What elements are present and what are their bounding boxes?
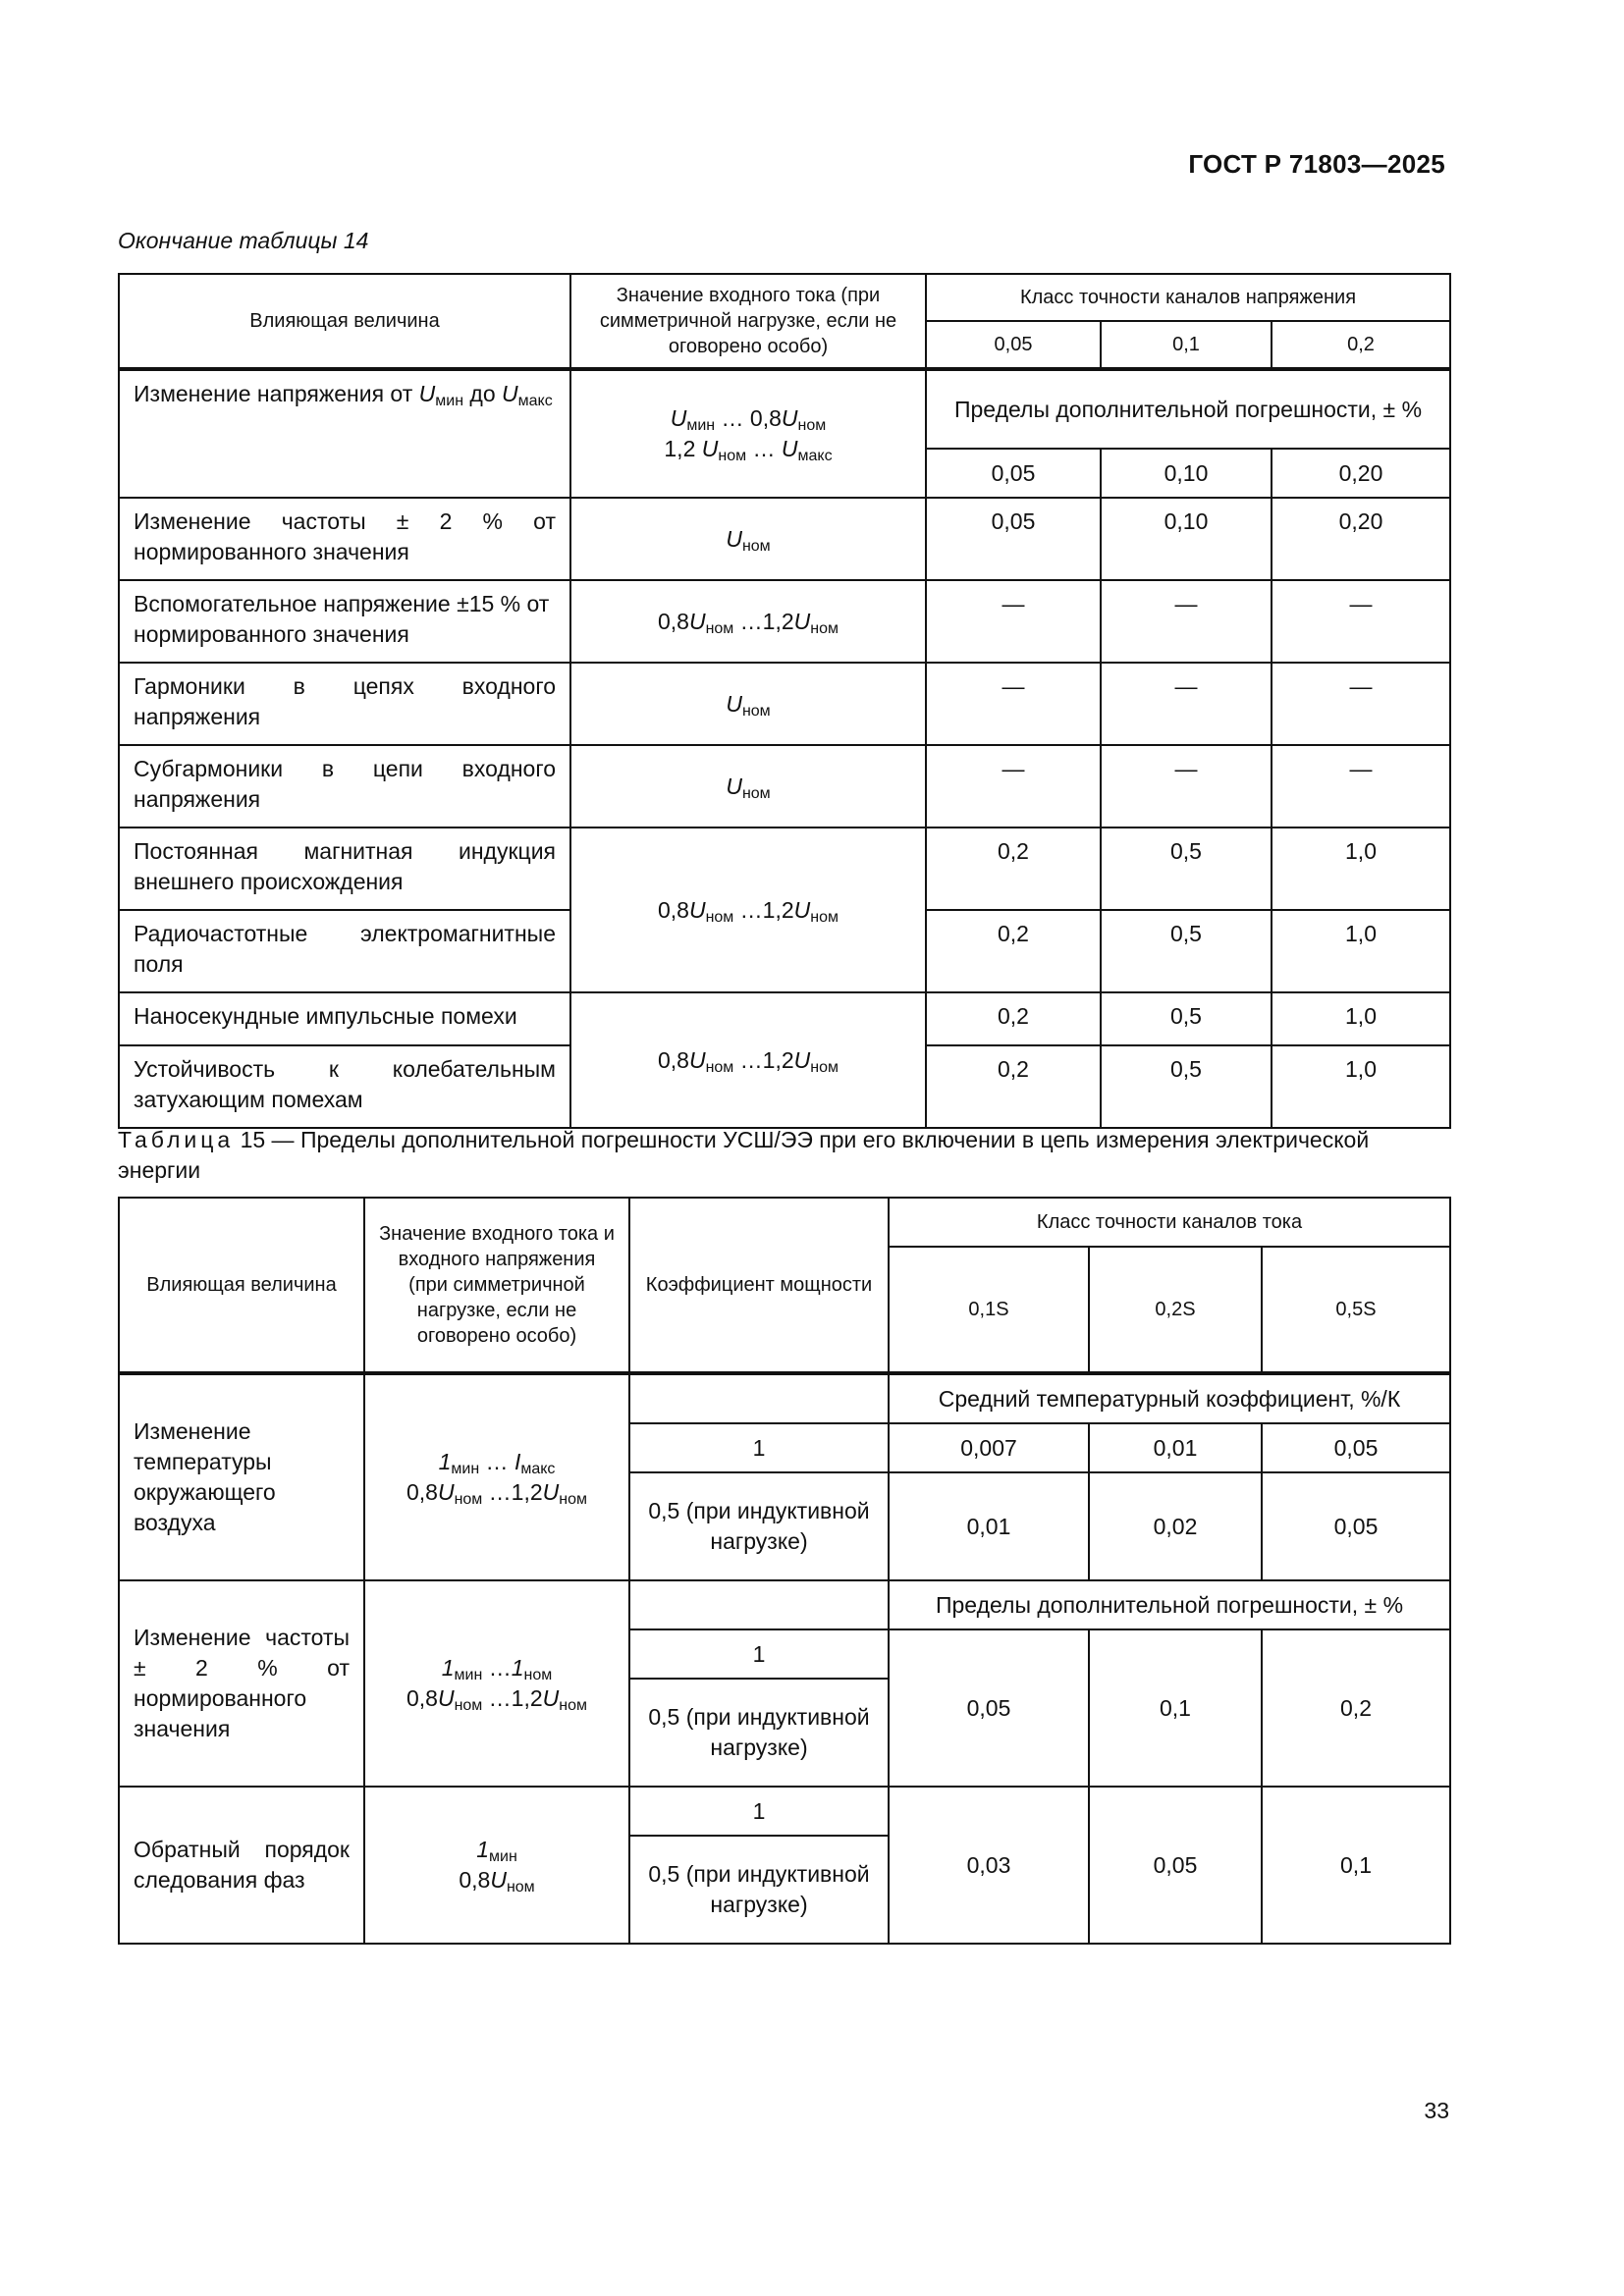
row-condition: $U_{мин}$ … $0,8U_{ном}$ 1,2 $U_{ном}$ … $U_{макс}$	[570, 369, 926, 498]
cell-value: 0,1	[1089, 1629, 1262, 1787]
cell-value: 0,10	[1101, 498, 1272, 580]
header-influence: Влияющая величина	[119, 274, 570, 369]
cell-value: 0,1	[1262, 1787, 1450, 1944]
header-class-0-1s: 0,1S	[889, 1247, 1089, 1373]
table15-caption-text: 15 — Пределы дополнительной погрешности УСШ/ЭЭ при его включении в цепь измерения электрической энергии	[118, 1127, 1370, 1183]
header-class-0-05: 0,05	[926, 321, 1101, 369]
row-condition: $U_{ном}$	[570, 745, 926, 828]
header-class-0-5s: 0,5S	[1262, 1247, 1450, 1373]
power-factor: 0,5 (при индуктивной нагрузке)	[629, 1472, 889, 1580]
row-label	[119, 369, 570, 498]
table-row	[119, 992, 1450, 1045]
header-power-factor: Коэффициент мощности	[629, 1198, 889, 1373]
table14-caption: Окончание таблицы 14	[118, 228, 369, 253]
row-condition: $0,8U_{ном}$ $\dots 1,2U_{ном}$	[570, 580, 926, 663]
cell-value: 0,5	[1101, 828, 1272, 910]
cell-value: 0,05	[1262, 1423, 1450, 1472]
limits-label: Пределы дополнительной погрешности, ± %	[889, 1580, 1450, 1629]
power-factor: 0,5 (при индуктивной нагрузке)	[629, 1679, 889, 1787]
cell-value: 1,0	[1272, 910, 1450, 992]
cell-value: —	[926, 663, 1101, 745]
cell-value: 0,2	[926, 1045, 1101, 1128]
power-factor-empty	[629, 1580, 889, 1629]
header-input-values: Значение входного тока и входного напряжения (при симметричной нагрузке, если не оговорено особо)	[364, 1198, 629, 1373]
cell-value: 0,007	[889, 1423, 1089, 1472]
limits-label: Пределы дополнительной погрешности, ± %	[926, 369, 1450, 449]
cell-value: 1,0	[1272, 992, 1450, 1045]
cell-value: 0,2	[1262, 1629, 1450, 1787]
cell-value: 1,0	[1272, 1045, 1450, 1128]
cell-value: 0,01	[889, 1472, 1089, 1580]
cell-value: 0,2	[926, 910, 1101, 992]
cell-value: 0,20	[1272, 498, 1450, 580]
table-row	[119, 745, 1450, 828]
row-label: Радиочастотные электромагнитные поля	[119, 910, 570, 992]
cell-value: 0,05	[926, 498, 1101, 580]
row-condition: $0,8U_{ном}$ $\dots 1,2U_{ном}$	[570, 992, 926, 1128]
table-row	[119, 498, 1450, 580]
row-label: Обратный порядок следования фаз	[119, 1787, 364, 1944]
cell-value: 0,20	[1272, 449, 1450, 498]
cell-value: 0,10	[1101, 449, 1272, 498]
table14-header-row	[119, 274, 1450, 321]
cell-value: —	[1101, 580, 1272, 663]
power-factor: 1	[629, 1629, 889, 1679]
table-row	[119, 369, 1450, 449]
table-row	[119, 828, 1450, 910]
cell-value: —	[1272, 745, 1450, 828]
table-14	[118, 273, 1451, 1129]
power-factor-empty	[629, 1373, 889, 1423]
row-label: Изменение температуры окружающего воздуха	[119, 1373, 364, 1580]
row-label: Субгармоники в цепи входного напряжения	[119, 745, 570, 828]
row-label: Гармоники в цепях входного напряжения	[119, 663, 570, 745]
cell-value: 0,01	[1089, 1423, 1262, 1472]
table15-caption-word: Таблица	[118, 1127, 235, 1152]
header-input-current: Значение входного тока (при симметричной нагрузке, если не оговорено особо)	[570, 274, 926, 369]
header-class-0-1: 0,1	[1101, 321, 1272, 369]
cell-value: —	[1101, 663, 1272, 745]
table-row	[119, 1787, 1450, 1836]
cell-value: 0,05	[1262, 1472, 1450, 1580]
row-condition: $U_{ном}$	[570, 663, 926, 745]
header-accuracy-class-group: Класс точности каналов тока	[889, 1198, 1450, 1247]
header-class-0-2s: 0,2S	[1089, 1247, 1262, 1373]
table-row	[119, 663, 1450, 745]
cell-value: 0,03	[889, 1787, 1089, 1944]
row-label-text: Изменение напряжения от $U_{мин}$ до $U_{макс}$	[134, 381, 553, 409]
row-condition: $U_{ном}$	[570, 498, 926, 580]
row-condition: $1_{мин}$ $\dots 1_{ном}$ $0,8U_{ном}$ $\dots 1,2U_{ном}$	[364, 1580, 629, 1787]
cell-value: —	[1272, 663, 1450, 745]
cell-value: 0,5	[1101, 1045, 1272, 1128]
cell-value: 0,02	[1089, 1472, 1262, 1580]
cell-value: 0,2	[926, 992, 1101, 1045]
row-condition: $0,8U_{ном}$ $\dots 1,2U_{ном}$	[570, 828, 926, 992]
cell-value: —	[1272, 580, 1450, 663]
header-influence: Влияющая величина	[119, 1198, 364, 1373]
header-accuracy-class-group: Класс точности каналов напряжения	[926, 274, 1450, 321]
row-label: Устойчивость к колебательным затухающим помехам	[119, 1045, 570, 1128]
temp-coef-label: Средний температурный коэффициент, %/К	[889, 1373, 1450, 1423]
table15-header-row	[119, 1198, 1450, 1247]
table-row	[119, 1580, 1450, 1629]
row-label: Изменение частоты ± 2 % от нормированного значения	[119, 1580, 364, 1787]
table15-caption	[118, 1125, 1449, 1186]
cell-value: 0,05	[926, 449, 1101, 498]
power-factor: 1	[629, 1423, 889, 1472]
power-factor: 1	[629, 1787, 889, 1836]
table-row	[119, 1373, 1450, 1423]
cell-value: 0,05	[1089, 1787, 1262, 1944]
cell-value: 0,5	[1101, 910, 1272, 992]
row-label: Наносекундные импульсные помехи	[119, 992, 570, 1045]
row-label: Изменение частоты ± 2 % от нормированного значения	[119, 498, 570, 580]
table-15	[118, 1197, 1451, 1945]
row-label: Вспомогательное напряжение ±15 % от нормированного значения	[119, 580, 570, 663]
cell-value: 1,0	[1272, 828, 1450, 910]
cell-value: —	[926, 745, 1101, 828]
cell-value: 0,05	[889, 1629, 1089, 1787]
cell-value: 0,5	[1101, 992, 1272, 1045]
page-number: 33	[1424, 2098, 1449, 2123]
cell-value: —	[1101, 745, 1272, 828]
row-condition: $1_{мин}$ $0,8U_{ном}$	[364, 1787, 629, 1944]
row-condition: $1_{мин}$ … $I_{макс}$ $0,8U_{ном}$ $\dots 1,2U_{ном}$	[364, 1373, 629, 1580]
cell-value: 0,2	[926, 828, 1101, 910]
cell-value: —	[926, 580, 1101, 663]
power-factor: 0,5 (при индуктивной нагрузке)	[629, 1836, 889, 1944]
standard-number: ГОСТ Р 71803—2025	[1188, 149, 1445, 179]
row-label: Постоянная магнитная индукция внешнего происхождения	[119, 828, 570, 910]
header-class-0-2: 0,2	[1272, 321, 1450, 369]
table-row	[119, 580, 1450, 663]
